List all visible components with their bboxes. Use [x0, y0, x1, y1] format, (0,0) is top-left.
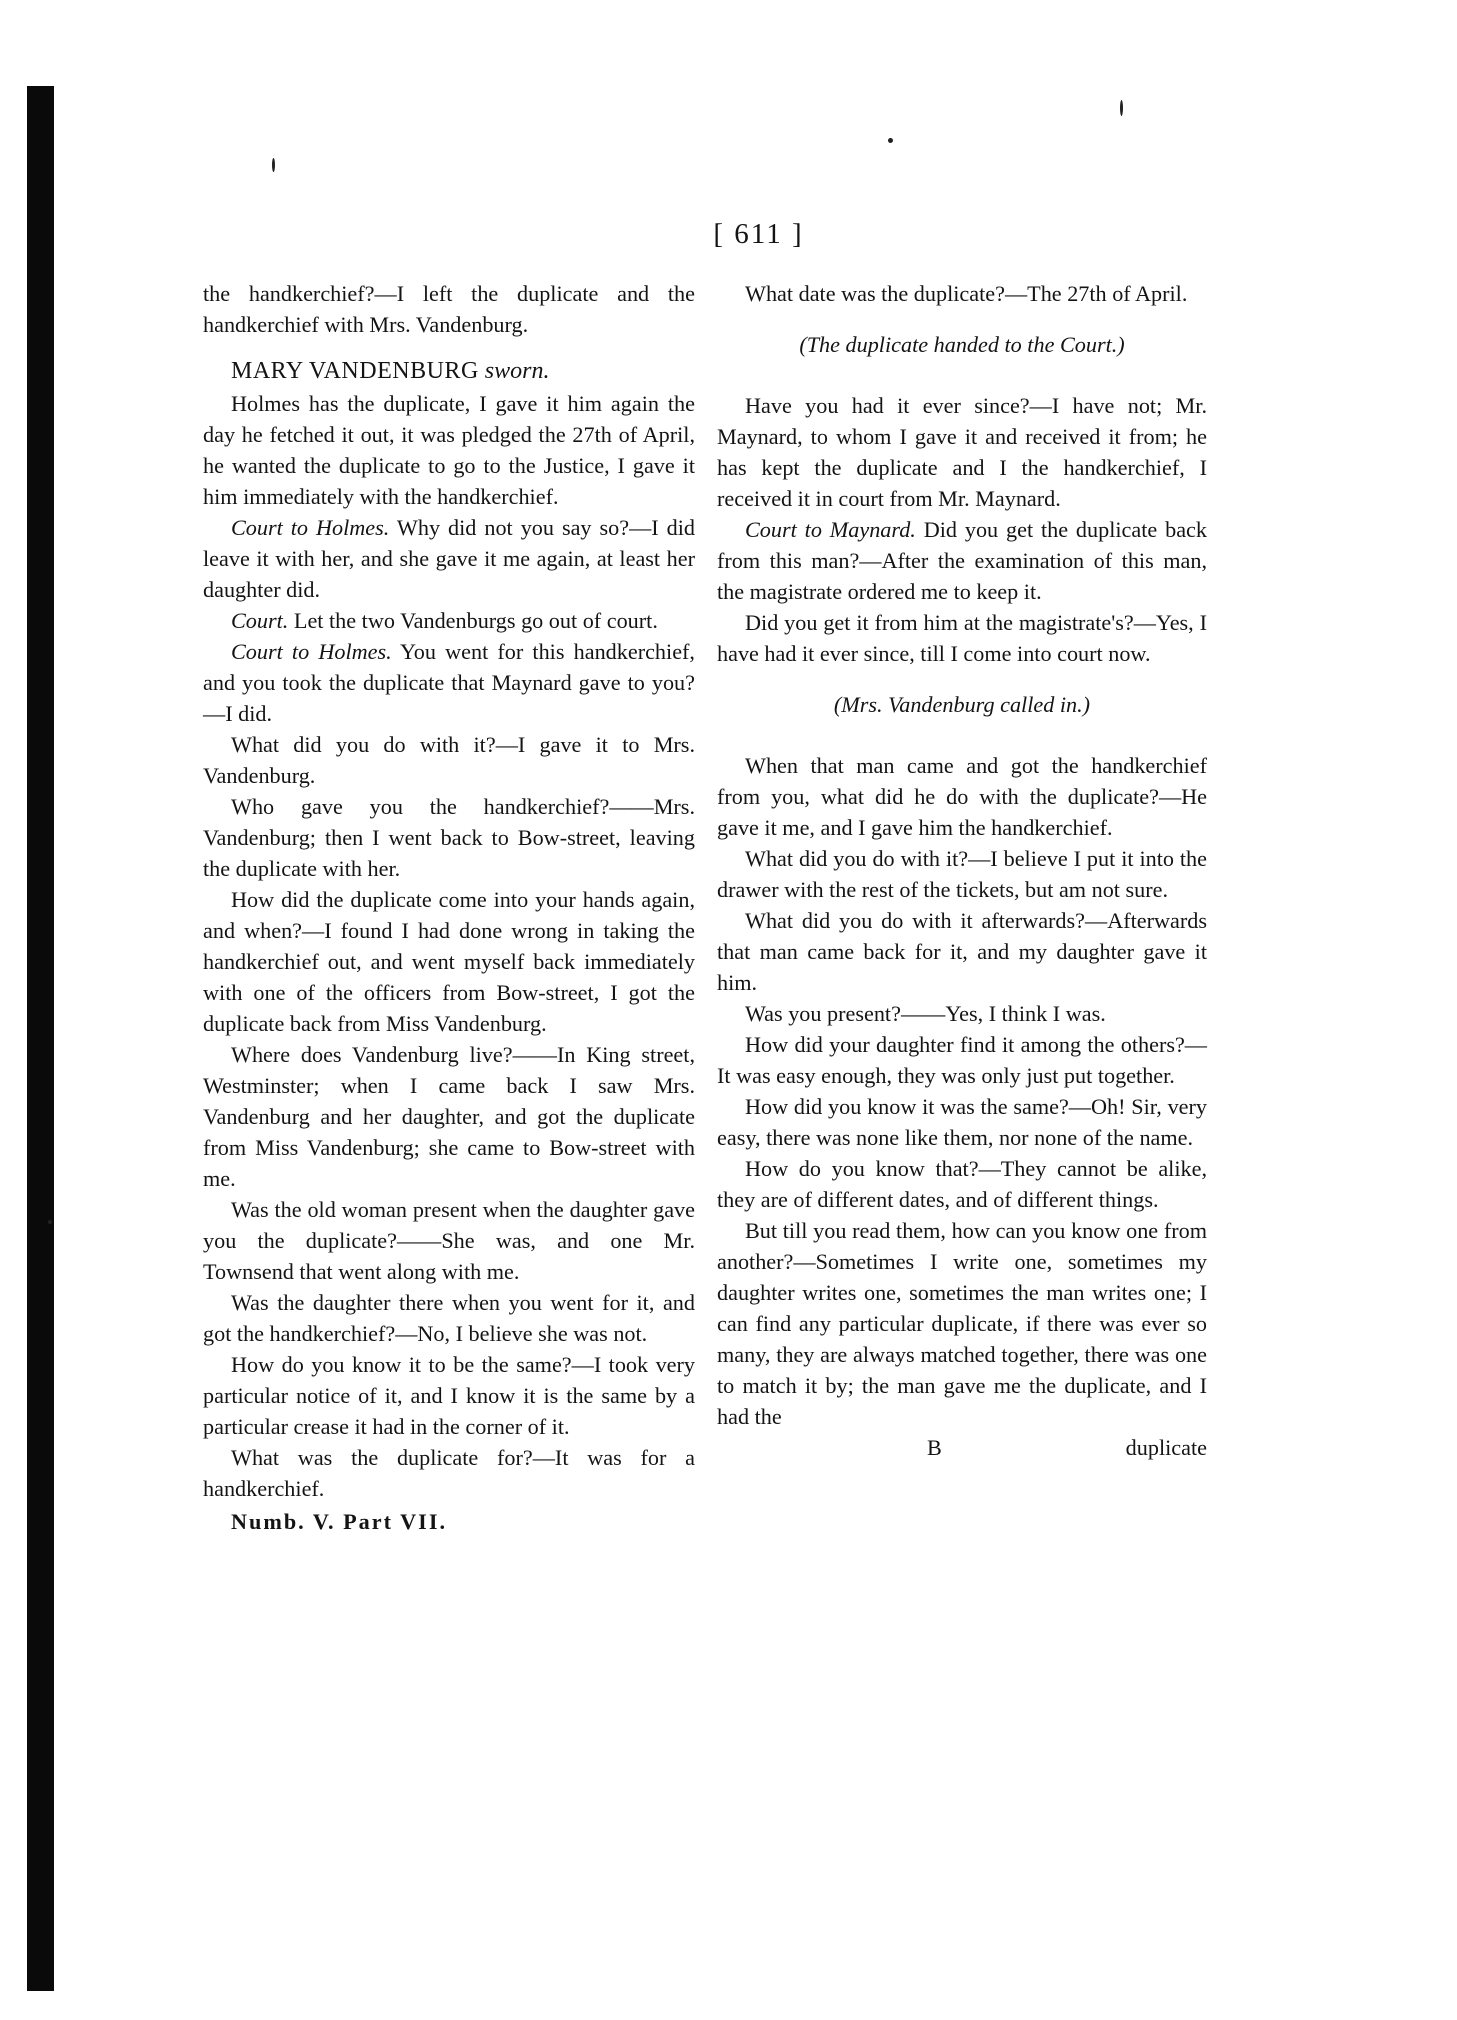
- speaker: Court to Holmes.: [231, 515, 390, 540]
- paper-speck: [48, 1220, 52, 1224]
- paragraph: When that man came and got the handkerchief from you, what did he do with the duplicate?—He gave it me, and I gave him the handkerchief.: [717, 753, 1207, 840]
- paragraph-text: You went for this handkerchief, and you took the duplicate that Maynard gave to you?—I did.: [203, 639, 695, 726]
- catchword: duplicate: [1125, 1435, 1207, 1460]
- paragraph: Was the old woman present when the daughter gave you the duplicate?——She was, and one Mr. Townsend that went along with me.: [203, 1197, 695, 1284]
- right-column: [717, 278, 1207, 1463]
- page-footer-right: [717, 1432, 1207, 1463]
- page-number: [ 611 ]: [713, 218, 804, 250]
- paragraph: What was the duplicate for?—It was for a handkerchief.: [203, 1445, 695, 1501]
- stage-direction: (Mrs. Vandenburg called in.): [833, 692, 1091, 717]
- speaker: Court to Maynard.: [745, 517, 916, 542]
- paragraph: Was the daughter there when you went for it, and got the handkerchief?—No, I believe she was not.: [203, 1290, 695, 1346]
- paragraph: But till you read them, how can you know one from another?—Sometimes I write one, sometimes my daughter writes one, sometimes the man writes one; I can find any particular duplicate, if there was ever so many, they are always matched together, there was one to match it by; the man gave me the duplicate, and I had the: [717, 1218, 1207, 1429]
- paragraph: the handkerchief?—I left the duplicate and the handkerchief with Mrs. Vandenburg.: [203, 281, 695, 337]
- paper-speck: [272, 158, 275, 172]
- paragraph: Was you present?——Yes, I think I was.: [745, 1001, 1106, 1026]
- speaker: Court.: [231, 608, 289, 633]
- paper-speck: [1120, 100, 1123, 116]
- paragraph: Did you get it from him at the magistrate's?—Yes, I have had it ever since, till I come into court now.: [717, 610, 1207, 666]
- paper-speck: [888, 138, 893, 143]
- paragraph: Have you had it ever since?—I have not; Mr. Maynard, to whom I gave it and received it from; he has kept the duplicate and I the handkerchief, I received it in court from Mr. Maynard.: [717, 393, 1207, 511]
- paragraph-text: Did you get the duplicate back from this man?—After the examination of this man, the magistrate ordered me to keep it.: [717, 517, 1207, 604]
- paragraph: How did the duplicate come into your hands again, and when?—I found I had done wrong in taking the handkerchief out, and went myself back immediately with one of the officers from Bow-street, I got the duplicate back from Miss Vandenburg.: [203, 887, 695, 1036]
- paragraph: How did your daughter find it among the others?—It was easy enough, they was only just put together.: [717, 1032, 1207, 1088]
- paragraph: How do you know that?—They cannot be alike, they are of different dates, and of different things.: [717, 1156, 1207, 1212]
- paragraph: [203, 636, 695, 729]
- paragraph: Where does Vandenburg live?——In King street, Westminster; when I came back I saw Mrs. Vandenburg and her daughter, and got the duplicate from Miss Vandenburg; she came to Bow-street with me.: [203, 1042, 695, 1191]
- paragraph: [203, 605, 695, 636]
- paragraph: What date was the duplicate?—The 27th of April.: [745, 281, 1188, 306]
- left-column: [203, 278, 695, 1537]
- paragraph: [203, 512, 695, 605]
- paragraph: [717, 514, 1207, 607]
- witness-name: MARY VANDENBURG: [231, 358, 479, 384]
- witness-heading: [203, 354, 695, 388]
- stage-direction: (The duplicate handed to the Court.): [799, 332, 1125, 357]
- paragraph: Holmes has the duplicate, I gave it him again the day he fetched it out, it was pledged the 27th of April, he wanted the duplicate to go to the Justice, I gave it him immediately with the handkerchief.: [203, 391, 695, 509]
- paragraph: What did you do with it?—I gave it to Mrs. Vandenburg.: [203, 732, 695, 788]
- paragraph: What did you do with it?—I believe I put it into the drawer with the rest of the tickets, but am not sure.: [717, 846, 1207, 902]
- binding-edge: [27, 86, 54, 1991]
- sworn-label: sworn.: [484, 358, 550, 384]
- paragraph-text: Let the two Vandenburgs go out of court.: [288, 608, 658, 633]
- signature-mark: B: [927, 1435, 942, 1460]
- paragraph: Who gave you the handkerchief?——Mrs. Vandenburg; then I went back to Bow-street, leaving the duplicate with her.: [203, 794, 695, 881]
- paragraph-text: Why did not you say so?—I did leave it with her, and she gave it me again, at least her daughter did.: [203, 515, 695, 602]
- paragraph: How did you know it was the same?—Oh! Sir, very easy, there was none like them, nor none of the name.: [717, 1094, 1207, 1150]
- signature-footer: Numb. V. Part VII.: [231, 1509, 448, 1534]
- paragraph: What did you do with it afterwards?—Afterwards that man came back for it, and my daughter gave it him.: [717, 908, 1207, 995]
- speaker: Court to Holmes.: [231, 639, 392, 664]
- paragraph: How do you know it to be the same?—I took very particular notice of it, and I know it is the same by a particular crease it had in the corner of it.: [203, 1352, 695, 1439]
